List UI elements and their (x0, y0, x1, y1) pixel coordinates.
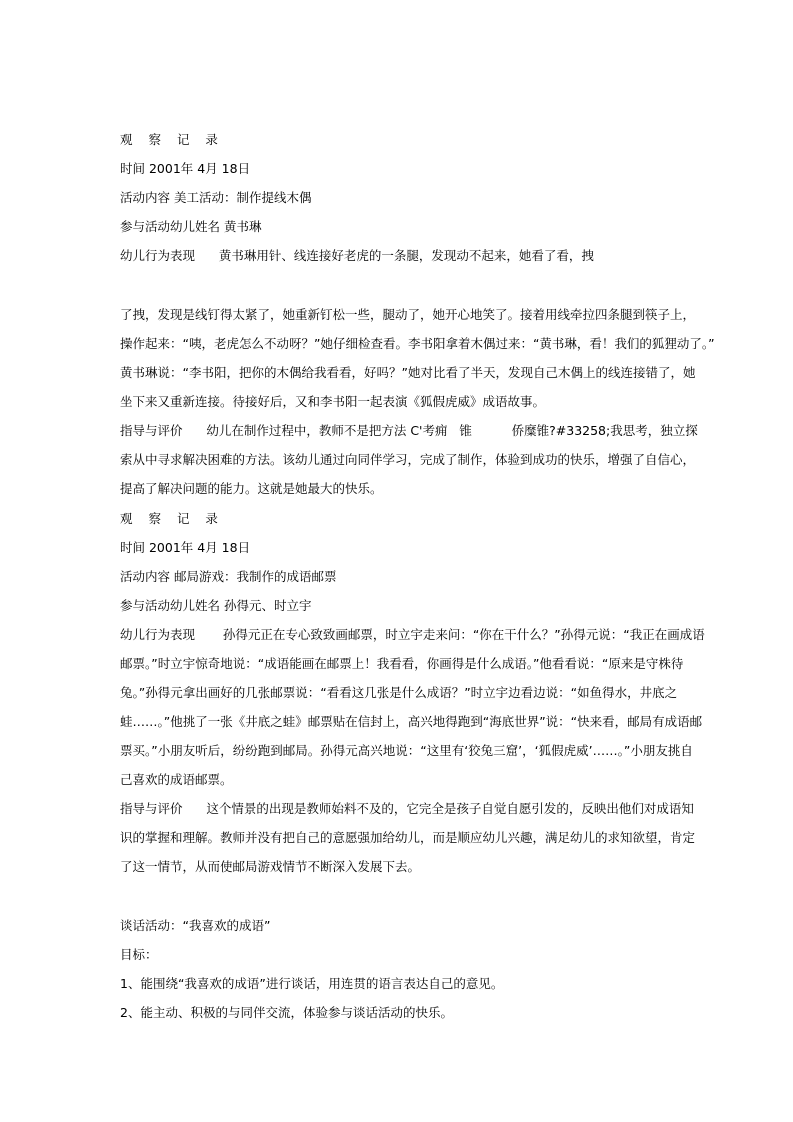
section1-evaluation-line: 索从中寻求解决困难的方法。该幼儿通过向同伴学习，完成了制作，体验到成功的快乐，增强了自信心， (120, 452, 696, 467)
section2-behavior-line: 兔。”孙得元拿出画好的几张邮票说：“看看这几张是什么成语？”时立宇边看边说：“如鱼得水，井底之 (120, 685, 678, 700)
section1-child: 参与活动幼儿姓名 黄书琳 (120, 219, 262, 234)
section2-evaluation-line: 了这一情节，从而使邮局游戏情节不断深入发展下去。 (120, 859, 421, 874)
section1-behavior-line: 幼儿行为表现 黄书琳用针、线连接好老虎的一条腿，发现动不起来，她看了看，拽 (120, 248, 594, 263)
section2-behavior-line: 邮票。”时立宇惊奇地说：“成语能画在邮票上！我看看，你画得是什么成语。”他看看说：“原来是守株待 (120, 656, 684, 671)
section2-time: 时间 2001年 4月 18日 (120, 540, 251, 555)
section2-behavior-line: 蛙……。”他挑了一张《井底之蛙》邮票贴在信封上，高兴地得跑到“海底世界”说：“快来看，邮局有成语邮 (120, 714, 703, 729)
section1-behavior-line: 操作起来：“咦，老虎怎么不动呀？”她仔细检查看。李书阳拿着木偶过来：“黄书琳，看！我们的狐狸动了。” (120, 336, 715, 351)
section3-goal-item: 1、能围绕“我喜欢的成语”进行谈话，用连贯的语言表达自己的意见。 (120, 976, 504, 991)
section3-goal-item: 2、能主动、积极的与同伴交流，体验参与谈话活动的快乐。 (120, 1005, 453, 1020)
section2-evaluation-line: 识的掌握和理解。教师并没有把自己的意愿强加给幼儿，而是顺应幼儿兴趣，满足幼儿的求知欲望，肯定 (120, 830, 696, 845)
section1-activity: 活动内容 美工活动：制作提线木偶 (120, 190, 312, 205)
section3-goals-label: 目标： (120, 947, 158, 962)
section2-behavior-line: 票买。”小朋友听后，纷纷跑到邮局。孙得元高兴地说：“这里有‘狡兔三窟’，‘狐假虎威’……。”小朋友挑自 (120, 743, 693, 758)
section3-title: 谈话活动：“我喜欢的成语” (120, 918, 271, 933)
section2-heading: 观 察 记 录 (120, 511, 224, 526)
section2-behavior-line: 己喜欢的成语邮票。 (120, 772, 233, 787)
section1-evaluation-line: 指导与评价 幼儿在制作过程中，教师不是把方法 C'考痈 锥 侨糜锥?#33258;我思考，独立探 (120, 423, 698, 438)
section1-behavior-line: 了拽，发现是线钉得太紧了，她重新钉松一些，腿动了，她开心地笑了。接着用线牵拉四条腿到筷子上， (120, 307, 696, 322)
section1-evaluation-line: 提高了解决问题的能力。这就是她最大的快乐。 (120, 481, 383, 496)
section2-child: 参与活动幼儿姓名 孙得元、时立宇 (120, 598, 312, 613)
section1-behavior-line: 坐下来又重新连接。待接好后，又和李书阳一起表演《狐假虎威》成语故事。 (120, 394, 546, 409)
section2-behavior-line: 幼儿行为表现 孙得元正在专心致致画邮票，时立宇走来问：“你在干什么？”孙得元说：“我正在画成语 (120, 627, 705, 642)
section2-activity: 活动内容 邮局游戏：我制作的成语邮票 (120, 569, 337, 584)
section1-time: 时间 2001年 4月 18日 (120, 161, 251, 176)
section1-heading: 观 察 记 录 (120, 132, 224, 147)
section2-evaluation-line: 指导与评价 这个情景的出现是教师始料不及的，它完全是孩子自觉自愿引发的，反映出他们对成语知 (120, 801, 694, 816)
section1-behavior-line: 黄书琳说：“李书阳，把你的木偶给我看看，好吗？”她对比看了半天，发现自己木偶上的线连接错了，她 (120, 365, 696, 380)
